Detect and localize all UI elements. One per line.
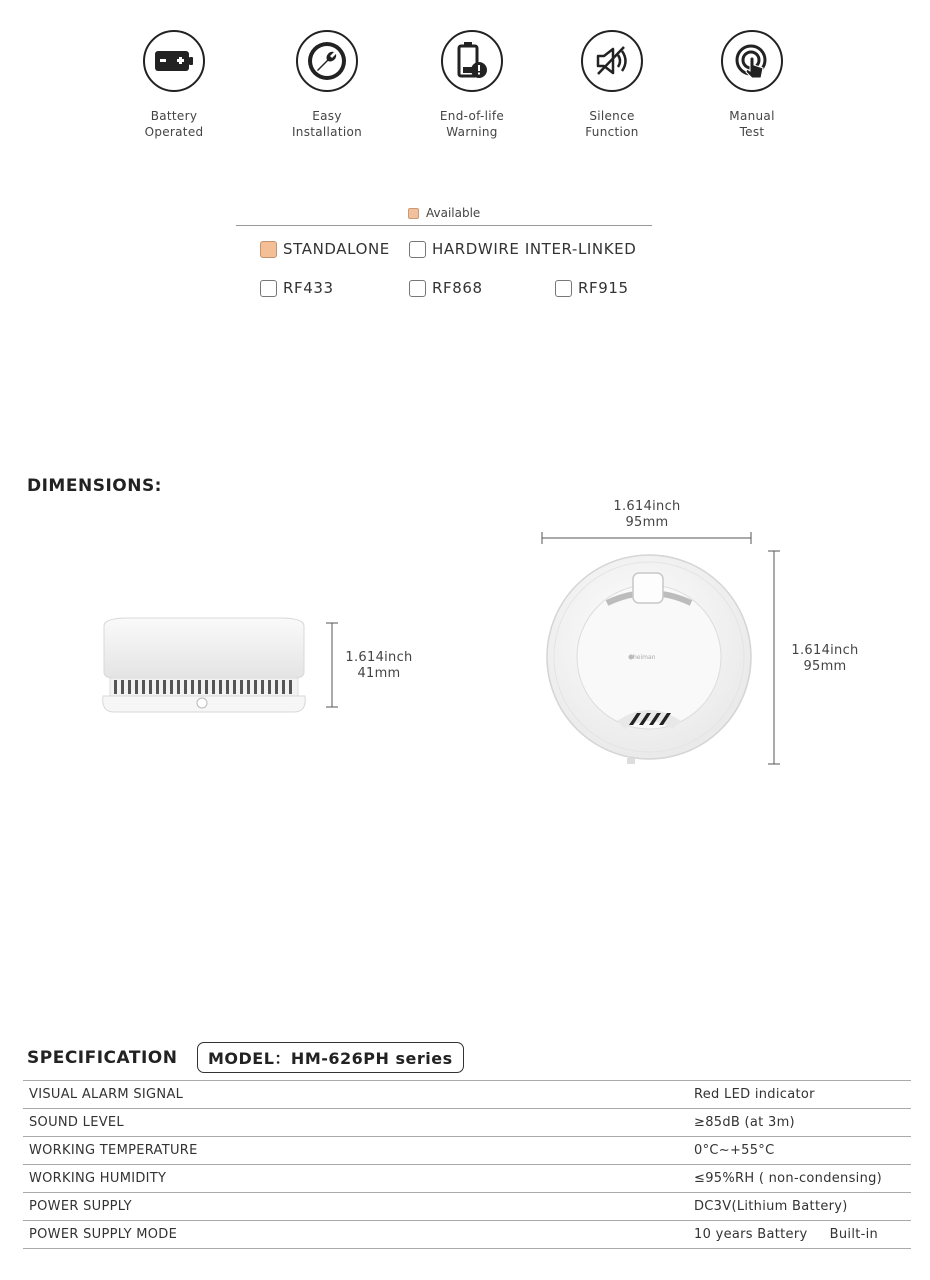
spec-key: WORKING TEMPERATURE: [29, 1143, 198, 1158]
top-height-line1: 1.614inch: [791, 643, 859, 658]
feature-label: [267, 108, 387, 140]
feature-label-line2: Installation: [291, 125, 363, 139]
option-label: RF915: [578, 279, 629, 297]
option-checkbox: [409, 280, 426, 297]
availability-legend: [408, 206, 480, 220]
table-row: [23, 1137, 911, 1165]
feature-manual-test: [692, 30, 812, 140]
spec-value: ≥85dB (at 3m): [694, 1115, 795, 1130]
top-height-line2: 95mm: [803, 659, 847, 674]
table-row: [23, 1221, 911, 1249]
spec-key: SOUND LEVEL: [29, 1115, 124, 1130]
feature-label-line1: Silence: [589, 109, 635, 123]
option-rf433: [260, 279, 334, 297]
top-width-line1: 1.614inch: [613, 499, 681, 514]
feature-label-line1: Manual: [729, 109, 775, 123]
table-row: [23, 1081, 911, 1109]
wrench-icon: [305, 39, 349, 83]
spec-table: [23, 1080, 911, 1249]
option-standalone: [260, 240, 390, 258]
feature-end-of-life-warning: [412, 30, 532, 140]
side-height-line2: 41mm: [357, 666, 401, 681]
option-rf868: [409, 279, 483, 297]
feature-easy-installation: [267, 30, 387, 140]
option-checkbox: [260, 280, 277, 297]
battery-warning-icon: [454, 41, 490, 81]
spec-key: POWER SUPPLY: [29, 1199, 132, 1214]
feature-icon-circle: [296, 30, 358, 92]
battery-icon: [154, 49, 194, 73]
spec-key: POWER SUPPLY MODE: [29, 1227, 178, 1242]
feature-label-line1: Easy: [312, 109, 342, 123]
side-height-dimension-line: [324, 622, 340, 708]
spec-value: ≤95%RH ( non-condensing): [694, 1171, 883, 1186]
model-badge: MODEL：HM-626PH series: [197, 1042, 464, 1073]
feature-icon-circle: [721, 30, 783, 92]
option-label: RF433: [283, 279, 334, 297]
legend-swatch: [408, 208, 419, 219]
detector-top-view: [543, 553, 755, 765]
feature-icon-circle: [581, 30, 643, 92]
spec-key: VISUAL ALARM SIGNAL: [29, 1087, 184, 1102]
feature-label-line2: Function: [585, 125, 639, 139]
feature-silence-function: [552, 30, 672, 140]
top-width-label: [604, 499, 690, 531]
touch-test-icon: [732, 41, 772, 81]
feature-icon-circle: [441, 30, 503, 92]
feature-label: [412, 108, 532, 140]
legend-divider: [236, 225, 652, 226]
option-checkbox: [555, 280, 572, 297]
feature-label-line2: Test: [739, 125, 765, 139]
spec-value: 0°C~+55°C: [694, 1143, 775, 1158]
option-label: RF868: [432, 279, 483, 297]
feature-icon-circle: [143, 30, 205, 92]
feature-label-line1: End-of-life: [439, 109, 505, 123]
option-label: STANDALONE: [283, 240, 390, 258]
spec-value: Red LED indicator: [694, 1087, 815, 1102]
feature-label-line2: Operated: [144, 125, 204, 139]
brand-label: heiman: [633, 654, 656, 661]
option-checkbox: [409, 241, 426, 258]
legend-label: Available: [426, 206, 481, 220]
top-width-dimension-line: [540, 530, 754, 546]
feature-label: [692, 108, 812, 140]
top-height-label: [784, 643, 866, 675]
top-width-line2: 95mm: [625, 515, 669, 530]
feature-battery-operated: [114, 30, 234, 140]
side-height-line1: 1.614inch: [345, 650, 413, 665]
table-row: [23, 1193, 911, 1221]
top-height-dimension-line: [766, 550, 782, 766]
specification-title: SPECIFICATION: [27, 1048, 178, 1068]
feature-label-line1: Battery: [150, 109, 198, 123]
option-rf915: [555, 279, 629, 297]
spec-key: WORKING HUMIDITY: [29, 1171, 167, 1186]
option-checkbox-checked: [260, 241, 277, 258]
spec-value: DC3V(Lithium Battery): [694, 1199, 848, 1214]
dimensions-title: DIMENSIONS:: [27, 476, 162, 496]
feature-label: [552, 108, 672, 140]
feature-label: [114, 108, 234, 140]
spec-value: 10 years Battery Built-in: [694, 1227, 879, 1242]
table-row: [23, 1165, 911, 1193]
table-row: [23, 1109, 911, 1137]
speaker-mute-icon: [592, 41, 632, 81]
option-hardwire-inter-linked: [409, 240, 636, 258]
detector-side-view: [98, 612, 310, 716]
side-height-label: [340, 650, 418, 682]
feature-label-line2: Warning: [446, 125, 498, 139]
option-label: HARDWIRE INTER-LINKED: [432, 240, 637, 258]
